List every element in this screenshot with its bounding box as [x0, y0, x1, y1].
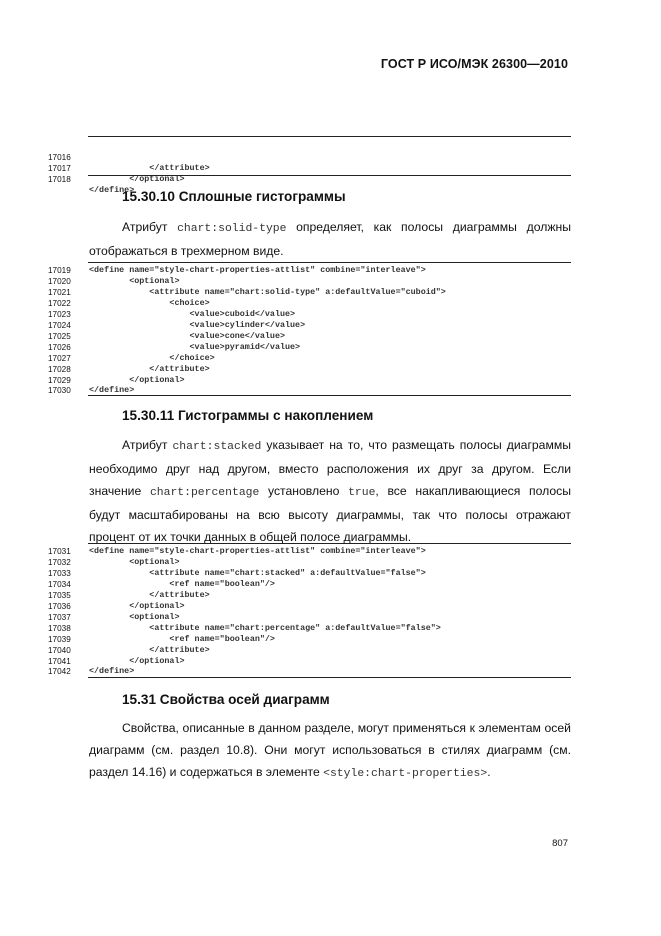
code-line [48, 287, 571, 298]
line-number: 17026 [48, 343, 71, 352]
line-number: 17042 [48, 667, 71, 676]
section-heading: 15.30.10 Сплошные гистограммы [122, 189, 346, 204]
line-number: 17040 [48, 646, 71, 655]
paragraph: Атрибут chart:stacked указывает на то, что размещать полосы диаграммы необходимо друг над другом, вместо расположения их друг за другом. Если значение chart:percentage установлено true, все накапливающиеся полосы будут масштабированы на всю высоту диаграммы, так что полосы отражают процент от их точки данных в общей полосе диаграммы. [89, 438, 571, 544]
code-text: <choice> [89, 298, 210, 308]
code-line [48, 601, 571, 612]
code-text: <define name="style-chart-properties-attlist" combine="interleave"> [89, 265, 426, 275]
code-text: <value>pyramid</value> [89, 342, 301, 352]
line-number: 17041 [48, 657, 71, 666]
code-text: <attribute name="chart:percentage" a:defaultValue="false"> [89, 623, 441, 633]
code-text: </define> [89, 185, 135, 195]
code-text: <attribute name="chart:stacked" a:defaultValue="false"> [89, 568, 426, 578]
code-text: </define> [89, 666, 135, 676]
code-text: <attribute name="chart:solid-type" a:defaultValue="cuboid"> [89, 287, 446, 297]
code-text: <optional> [89, 276, 180, 286]
line-number: 17016 [48, 153, 71, 162]
line-number: 17035 [48, 591, 71, 600]
line-number: 17039 [48, 635, 71, 644]
line-number: 17030 [48, 386, 71, 395]
code-text: </attribute> [89, 590, 210, 600]
document-header: ГОСТ Р ИСО/МЭК 26300—2010 [380, 57, 568, 71]
code-line [48, 666, 571, 677]
page-number: 807 [552, 838, 568, 849]
code-block-3 [48, 543, 571, 677]
line-number: 17029 [48, 376, 71, 385]
line-number: 17020 [48, 277, 71, 286]
code-block-bottom-rule [88, 395, 571, 396]
code-line [48, 645, 571, 656]
inline-code: chart:percentage [149, 487, 260, 499]
code-line [48, 546, 571, 557]
code-line [48, 353, 571, 364]
code-block-top-rule [88, 136, 571, 137]
paragraph: Свойства, описанные в данном разделе, могут применяться к элементам осей диаграмм (см. раздел 10.8). Они могут использоваться в стилях диаграмм (см. раздел 14.16) и содержаться в элементе <style:chart-properties>. [89, 721, 571, 780]
inline-code: chart:stacked [172, 441, 262, 453]
inline-code: true [348, 487, 376, 499]
code-text: </optional> [89, 601, 185, 611]
code-block-top-rule [88, 262, 571, 263]
section-heading: 15.30.11 Гистограммы с накоплением [122, 408, 374, 423]
code-line [48, 634, 571, 645]
code-line [48, 364, 571, 375]
code-text: </optional> [89, 174, 185, 184]
section-heading: 15.31 Свойства осей диаграмм [122, 692, 330, 707]
code-text: </attribute> [89, 645, 210, 655]
inline-code: <style:chart-properties> [323, 768, 488, 780]
line-number: 17022 [48, 299, 71, 308]
line-number: 17032 [48, 558, 71, 567]
code-text: <value>cylinder</value> [89, 320, 306, 330]
line-number: 17033 [48, 569, 71, 578]
code-block-bottom-rule [88, 677, 571, 678]
code-line [48, 298, 571, 309]
code-text: <value>cuboid</value> [89, 309, 296, 319]
code-line [48, 590, 571, 601]
paragraph: Атрибут chart:solid-type определяет, как полосы диаграммы должны отображаться в трехмерном виде. [89, 220, 571, 258]
code-text: <optional> [89, 557, 180, 567]
code-line [48, 342, 571, 353]
code-block-top-rule [88, 543, 571, 544]
code-text: </define> [89, 385, 135, 395]
code-line [48, 557, 571, 568]
code-text: <ref name="boolean"/> [89, 634, 275, 644]
line-number: 17024 [48, 321, 71, 330]
line-number: 17027 [48, 354, 71, 363]
code-line [48, 612, 571, 623]
code-line [48, 331, 571, 342]
code-text: </choice> [89, 353, 215, 363]
line-number: 17018 [48, 175, 71, 184]
code-text: <ref name="boolean"/> [89, 579, 275, 589]
code-text: </optional> [89, 375, 185, 385]
code-text: <optional> [89, 612, 180, 622]
line-number: 17019 [48, 266, 71, 275]
code-text: </attribute> [89, 163, 210, 173]
code-text: <value>cone</value> [89, 331, 286, 341]
code-block-2 [48, 262, 571, 394]
code-line [48, 320, 571, 331]
line-number: 17036 [48, 602, 71, 611]
code-line [48, 568, 571, 579]
code-text: </optional> [89, 656, 185, 666]
line-number: 17037 [48, 613, 71, 622]
code-line [48, 623, 571, 634]
code-line [48, 265, 571, 276]
line-number: 17034 [48, 580, 71, 589]
inline-code: chart:solid-type [177, 223, 287, 235]
line-number: 17023 [48, 310, 71, 319]
line-number: 17028 [48, 365, 71, 374]
code-block-1 [48, 135, 571, 195]
code-line [48, 309, 571, 320]
line-number: 17025 [48, 332, 71, 341]
code-text: <define name="style-chart-properties-attlist" combine="interleave"> [89, 546, 426, 556]
line-number: 17038 [48, 624, 71, 633]
line-number: 17021 [48, 288, 71, 297]
code-line [48, 579, 571, 590]
code-line [48, 276, 571, 287]
line-number: 17017 [48, 164, 71, 173]
code-text: </attribute> [89, 364, 210, 374]
code-block-bottom-rule [88, 175, 571, 176]
line-number: 17031 [48, 547, 71, 556]
